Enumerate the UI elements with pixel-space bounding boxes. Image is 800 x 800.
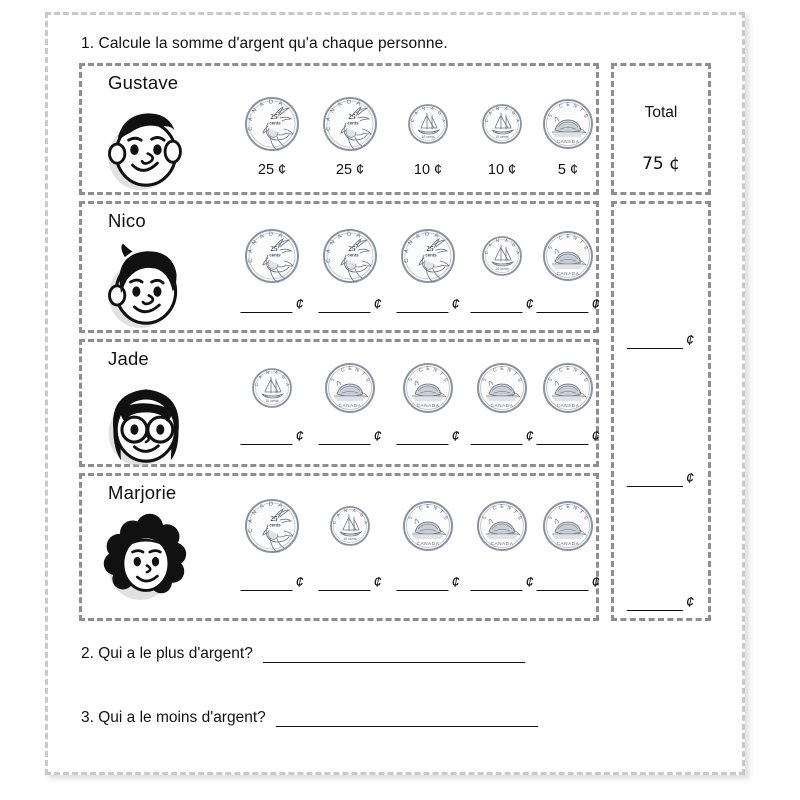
svg-text:A: A xyxy=(258,233,266,241)
svg-text:D: D xyxy=(280,374,287,380)
cent-symbol: ¢ xyxy=(373,297,382,313)
svg-text:A: A xyxy=(487,242,494,248)
svg-text:CANADA: CANADA xyxy=(556,139,580,144)
answer-line[interactable] xyxy=(318,299,370,313)
coin-values-row xyxy=(202,162,594,186)
coin-dime-icon xyxy=(407,103,449,145)
answer-line[interactable] xyxy=(240,431,292,445)
svg-text:25: 25 xyxy=(348,113,356,121)
svg-text:N: N xyxy=(421,105,426,112)
answer-line[interactable] xyxy=(396,299,448,313)
svg-text:A: A xyxy=(325,116,333,122)
svg-text:E: E xyxy=(566,102,570,108)
coin-nickel-icon xyxy=(402,500,454,552)
coin-strip xyxy=(202,492,594,560)
question-2-answer-line[interactable] xyxy=(263,648,525,663)
cent-symbol: ¢ xyxy=(685,595,694,611)
total-value-gustave: 75 ¢ xyxy=(642,154,680,174)
svg-text:25: 25 xyxy=(270,515,278,523)
svg-text:N: N xyxy=(251,239,259,247)
svg-text:C: C xyxy=(253,382,260,387)
svg-text:C: C xyxy=(492,504,498,512)
coin-value-blank[interactable] xyxy=(240,298,303,313)
svg-text:A: A xyxy=(355,232,361,240)
svg-text:C: C xyxy=(483,118,490,123)
coin-nickel-icon xyxy=(402,362,454,414)
svg-text:T: T xyxy=(577,238,585,246)
answer-line[interactable] xyxy=(470,431,522,445)
svg-text:T: T xyxy=(577,508,585,516)
cent-symbol: ¢ xyxy=(591,429,600,445)
svg-text:A: A xyxy=(403,248,411,254)
svg-text:N: N xyxy=(495,105,500,112)
svg-text:C: C xyxy=(331,520,338,525)
svg-text:N: N xyxy=(572,366,578,374)
person-name: Nico xyxy=(108,210,146,231)
svg-text:N: N xyxy=(265,369,270,376)
svg-text:CANADA: CANADA xyxy=(338,403,362,408)
cent-symbol: ¢ xyxy=(295,575,304,591)
coin-value-blank[interactable] xyxy=(396,576,459,591)
question-2 xyxy=(81,645,525,663)
coin-quarter-icon xyxy=(400,228,456,284)
svg-text:C: C xyxy=(247,125,255,132)
person-name: Marjorie xyxy=(108,482,177,503)
svg-text:C: C xyxy=(418,504,424,512)
svg-text:T: T xyxy=(359,370,367,378)
svg-text:N: N xyxy=(572,102,578,110)
svg-text:5: 5 xyxy=(329,377,337,383)
total-blank-jade[interactable] xyxy=(627,472,694,487)
coin-value-blank[interactable] xyxy=(318,298,381,313)
svg-text:5: 5 xyxy=(547,515,555,521)
svg-text:A: A xyxy=(504,105,509,112)
question-2-text: 2. Qui a le plus d'argent? xyxy=(81,645,253,662)
total-answer-line[interactable] xyxy=(627,597,683,611)
answer-line[interactable] xyxy=(318,577,370,591)
svg-text:CANADA: CANADA xyxy=(556,403,580,408)
svg-text:5: 5 xyxy=(481,515,489,521)
answer-line[interactable] xyxy=(536,431,588,445)
svg-text:A: A xyxy=(247,518,255,524)
svg-text:10 cents: 10 cents xyxy=(343,537,357,541)
svg-text:cents: cents xyxy=(269,522,281,528)
svg-text:A: A xyxy=(284,382,291,387)
svg-text:CANADA: CANADA xyxy=(416,403,440,408)
face-icon-boy-side-hair xyxy=(96,236,192,328)
svg-text:25: 25 xyxy=(270,245,278,253)
cent-symbol: ¢ xyxy=(525,297,534,313)
coin-value-blank[interactable] xyxy=(396,430,459,445)
coin-value-blank[interactable] xyxy=(470,298,533,313)
svg-text:C: C xyxy=(558,366,564,374)
coin-value-label: 5 ¢ xyxy=(557,162,579,178)
svg-text:C: C xyxy=(558,234,564,242)
svg-text:CANADA: CANADA xyxy=(416,541,440,546)
svg-text:D: D xyxy=(424,231,430,238)
svg-text:S: S xyxy=(581,113,589,119)
svg-text:CANADA: CANADA xyxy=(490,403,514,408)
answer-line[interactable] xyxy=(318,431,370,445)
svg-text:D: D xyxy=(268,99,274,106)
total-box-rows-2-4 xyxy=(611,201,711,621)
cent-symbol: ¢ xyxy=(685,333,694,349)
svg-text:N: N xyxy=(495,237,500,244)
question-1-text: 1. Calcule la somme d'argent qu'a chaque personne. xyxy=(81,35,448,52)
coin-quarter-icon xyxy=(244,96,300,152)
svg-text:C: C xyxy=(409,118,416,123)
total-blank-marjorie[interactable] xyxy=(627,596,694,611)
person-row-nico xyxy=(79,201,599,333)
coin-nickel-icon xyxy=(542,230,594,282)
svg-text:E: E xyxy=(566,504,570,510)
svg-text:10 cents: 10 cents xyxy=(495,135,509,139)
coin-quarter-icon xyxy=(244,498,300,554)
coin-dime-icon xyxy=(251,367,293,409)
coin-strip xyxy=(202,222,594,290)
svg-text:5: 5 xyxy=(547,377,555,383)
svg-text:S: S xyxy=(441,515,449,521)
svg-text:E: E xyxy=(500,504,504,510)
svg-text:A: A xyxy=(277,502,283,510)
svg-text:T: T xyxy=(437,370,445,378)
coin-value-blank[interactable] xyxy=(318,576,381,591)
svg-text:D: D xyxy=(268,231,274,238)
cent-symbol: ¢ xyxy=(685,471,694,487)
coin-value-blank[interactable] xyxy=(536,430,599,445)
cent-symbol: ¢ xyxy=(451,575,460,591)
svg-text:A: A xyxy=(277,232,283,240)
svg-text:A: A xyxy=(504,237,509,244)
svg-text:CANADA: CANADA xyxy=(556,541,580,546)
svg-text:E: E xyxy=(426,504,430,510)
person-name: Gustave xyxy=(108,72,179,93)
answer-line[interactable] xyxy=(396,577,448,591)
question-3-text: 3. Qui a le moins d'argent? xyxy=(81,709,266,726)
svg-text:A: A xyxy=(414,233,422,241)
coin-nickel-icon xyxy=(542,98,594,150)
svg-text:10 cents: 10 cents xyxy=(495,267,509,271)
question-3 xyxy=(81,709,538,727)
svg-text:S: S xyxy=(363,377,371,383)
svg-text:C: C xyxy=(247,527,255,534)
coin-dime-icon xyxy=(481,235,523,277)
svg-text:N: N xyxy=(506,366,512,374)
svg-text:C: C xyxy=(558,504,564,512)
svg-text:N: N xyxy=(329,107,337,115)
svg-text:A: A xyxy=(362,520,369,525)
svg-text:N: N xyxy=(572,234,578,242)
svg-text:E: E xyxy=(348,366,352,372)
svg-text:CANADA: CANADA xyxy=(490,541,514,546)
cent-symbol: ¢ xyxy=(525,575,534,591)
svg-text:T: T xyxy=(577,370,585,378)
coin-value-blank[interactable] xyxy=(396,298,459,313)
svg-text:5: 5 xyxy=(481,377,489,383)
face-icon-girl-glasses xyxy=(96,374,192,466)
svg-text:A: A xyxy=(440,118,447,123)
svg-text:N: N xyxy=(343,507,348,514)
answer-line[interactable] xyxy=(536,577,588,591)
svg-text:C: C xyxy=(558,102,564,110)
svg-text:cents: cents xyxy=(347,252,359,258)
answer-line[interactable] xyxy=(396,431,448,445)
coin-value-label: 25 ¢ xyxy=(257,162,287,178)
svg-text:C: C xyxy=(403,257,411,264)
person-name: Jade xyxy=(108,348,149,369)
coin-nickel-icon xyxy=(542,362,594,414)
svg-text:A: A xyxy=(336,101,344,109)
face-icon-girl-curly-hair xyxy=(96,508,192,600)
svg-text:S: S xyxy=(515,377,523,383)
coin-values-row xyxy=(202,297,600,322)
svg-text:T: T xyxy=(511,508,519,516)
svg-text:A: A xyxy=(325,248,333,254)
total-answer-line[interactable] xyxy=(627,335,683,349)
svg-text:A: A xyxy=(352,507,357,514)
coin-dime-icon xyxy=(481,103,523,145)
svg-text:D: D xyxy=(346,231,352,238)
cent-symbol: ¢ xyxy=(373,575,382,591)
svg-text:D: D xyxy=(436,110,443,116)
coin-value-label: 10 ¢ xyxy=(413,162,443,178)
person-row-jade xyxy=(79,339,599,467)
cent-symbol: ¢ xyxy=(373,429,382,445)
svg-text:A: A xyxy=(258,503,266,511)
svg-text:C: C xyxy=(247,257,255,264)
coin-values-row xyxy=(202,429,600,454)
svg-text:5: 5 xyxy=(407,515,415,521)
face-icon-boy-short-hair xyxy=(96,98,192,190)
svg-text:A: A xyxy=(487,110,494,116)
svg-text:T: T xyxy=(511,370,519,378)
svg-text:A: A xyxy=(514,250,521,255)
total-box-row-1 xyxy=(611,63,711,195)
answer-line[interactable] xyxy=(240,577,292,591)
coin-value-blank[interactable] xyxy=(536,298,599,313)
svg-text:A: A xyxy=(257,374,264,380)
svg-text:cents: cents xyxy=(347,120,359,126)
cent-symbol: ¢ xyxy=(451,429,460,445)
svg-text:A: A xyxy=(247,116,255,122)
svg-text:S: S xyxy=(441,377,449,383)
svg-text:D: D xyxy=(346,99,352,106)
svg-text:25: 25 xyxy=(426,245,434,253)
cent-symbol: ¢ xyxy=(451,297,460,313)
coin-strip xyxy=(202,90,594,158)
coin-value-label: 10 ¢ xyxy=(487,162,517,178)
svg-text:C: C xyxy=(325,257,333,264)
cent-symbol: ¢ xyxy=(591,575,600,591)
svg-text:A: A xyxy=(274,369,279,376)
coin-quarter-icon xyxy=(322,96,378,152)
svg-text:N: N xyxy=(572,504,578,512)
svg-text:T: T xyxy=(577,106,585,114)
svg-text:S: S xyxy=(581,245,589,251)
svg-text:5: 5 xyxy=(547,113,555,119)
svg-text:A: A xyxy=(247,248,255,254)
svg-text:10 cents: 10 cents xyxy=(265,399,279,403)
question-3-answer-line[interactable] xyxy=(276,712,538,727)
svg-text:E: E xyxy=(500,366,504,372)
total-header: Total xyxy=(644,104,678,121)
svg-text:S: S xyxy=(581,377,589,383)
svg-text:A: A xyxy=(433,232,439,240)
svg-text:C: C xyxy=(492,366,498,374)
svg-text:A: A xyxy=(413,110,420,116)
svg-text:D: D xyxy=(510,110,517,116)
answer-line[interactable] xyxy=(470,299,522,313)
answer-line[interactable] xyxy=(536,299,588,313)
cent-symbol: ¢ xyxy=(591,297,600,313)
coin-value-blank[interactable] xyxy=(240,430,303,445)
person-row-marjorie xyxy=(79,473,599,621)
coin-nickel-icon xyxy=(476,500,528,552)
svg-text:E: E xyxy=(426,366,430,372)
coin-nickel-icon xyxy=(542,500,594,552)
svg-text:A: A xyxy=(277,100,283,108)
coin-value-blank[interactable] xyxy=(318,430,381,445)
total-blank-nico[interactable] xyxy=(627,334,694,349)
svg-text:A: A xyxy=(258,101,266,109)
person-row-gustave xyxy=(79,63,599,195)
svg-text:5: 5 xyxy=(407,377,415,383)
svg-text:T: T xyxy=(437,508,445,516)
coin-value-label: 25 ¢ xyxy=(335,162,365,178)
worksheet-frame xyxy=(45,12,745,775)
svg-text:D: D xyxy=(358,512,365,518)
coin-quarter-icon xyxy=(322,228,378,284)
svg-text:N: N xyxy=(251,509,259,517)
svg-text:5: 5 xyxy=(547,245,555,251)
svg-text:C: C xyxy=(483,250,490,255)
cent-symbol: ¢ xyxy=(295,297,304,313)
svg-text:C: C xyxy=(418,366,424,374)
svg-text:N: N xyxy=(432,366,438,374)
svg-text:N: N xyxy=(432,504,438,512)
coin-nickel-icon xyxy=(476,362,528,414)
coin-quarter-icon xyxy=(244,228,300,284)
svg-text:A: A xyxy=(355,100,361,108)
svg-text:A: A xyxy=(514,118,521,123)
coin-strip xyxy=(202,354,594,422)
svg-text:10 cents: 10 cents xyxy=(421,135,435,139)
coin-dime-icon xyxy=(329,505,371,547)
svg-text:N: N xyxy=(354,366,360,374)
svg-text:E: E xyxy=(566,234,570,240)
answer-line[interactable] xyxy=(470,577,522,591)
svg-text:A: A xyxy=(430,105,435,112)
svg-text:E: E xyxy=(566,366,570,372)
svg-text:A: A xyxy=(336,233,344,241)
coin-value-blank[interactable] xyxy=(536,576,599,591)
svg-text:C: C xyxy=(325,125,333,132)
coin-value-blank[interactable] xyxy=(470,430,533,445)
svg-text:cents: cents xyxy=(269,252,281,258)
svg-text:S: S xyxy=(515,515,523,521)
svg-text:N: N xyxy=(329,239,337,247)
svg-text:N: N xyxy=(251,107,259,115)
cent-symbol: ¢ xyxy=(525,429,534,445)
total-answer-line[interactable] xyxy=(627,473,683,487)
svg-text:D: D xyxy=(510,242,517,248)
coin-value-blank[interactable] xyxy=(240,576,303,591)
coin-values-row xyxy=(202,575,600,600)
coin-nickel-icon xyxy=(324,362,376,414)
svg-text:25: 25 xyxy=(348,245,356,253)
svg-text:25: 25 xyxy=(270,113,278,121)
svg-text:cents: cents xyxy=(425,252,437,258)
svg-text:A: A xyxy=(335,512,342,518)
svg-text:S: S xyxy=(581,515,589,521)
svg-text:CANADA: CANADA xyxy=(556,271,580,276)
svg-text:N: N xyxy=(407,239,415,247)
svg-text:cents: cents xyxy=(269,120,281,126)
svg-text:C: C xyxy=(340,366,346,374)
cent-symbol: ¢ xyxy=(295,429,304,445)
answer-line[interactable] xyxy=(240,299,292,313)
coin-value-blank[interactable] xyxy=(470,576,533,591)
svg-text:D: D xyxy=(268,501,274,508)
svg-text:N: N xyxy=(506,504,512,512)
